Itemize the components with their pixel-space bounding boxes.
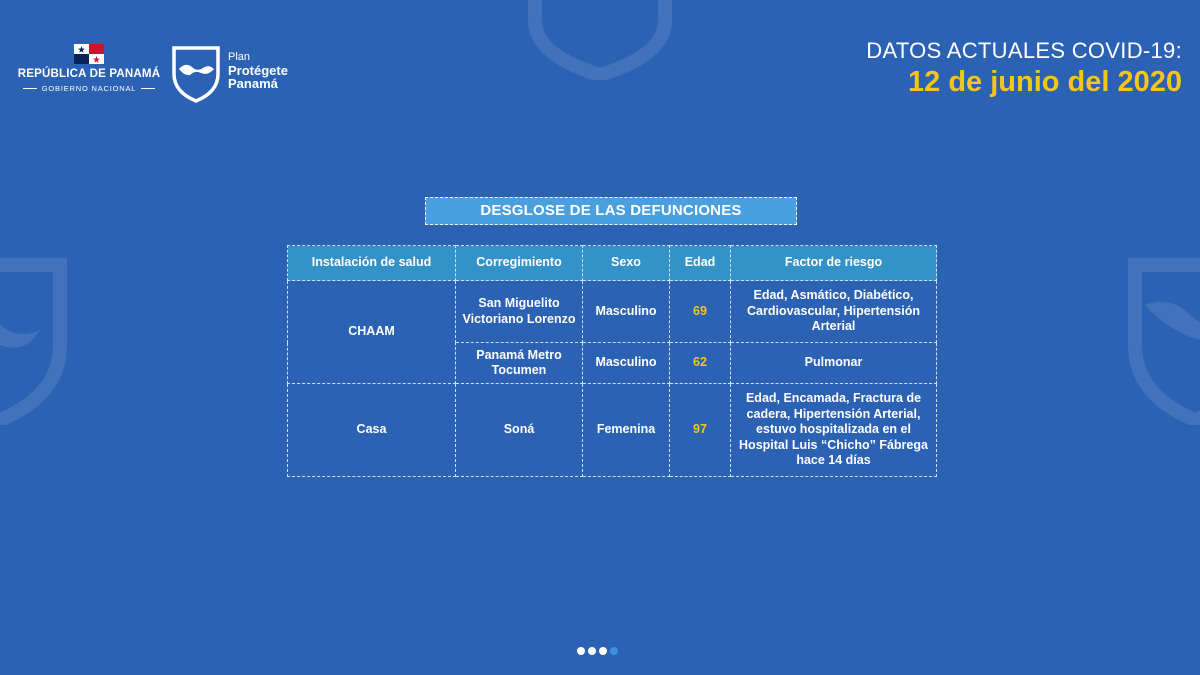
cell-age: 69	[670, 281, 731, 343]
table-header-row	[288, 246, 937, 281]
shield-map-icon	[170, 42, 222, 104]
cell-district: San Miguelito Victoriano Lorenzo	[456, 281, 583, 343]
plan-label: Plan	[228, 51, 251, 63]
pagination-dot-3[interactable]	[599, 647, 607, 655]
cell-facility: CHAAM	[288, 281, 456, 384]
cell-facility: Casa	[288, 384, 456, 477]
header-facility: Instalación de salud	[288, 246, 456, 281]
header-sex: Sexo	[583, 246, 670, 281]
date-header	[866, 38, 1182, 99]
date-header-line2: 12 de junio del 2020	[908, 66, 1182, 98]
plan-protegete-logo	[170, 42, 310, 106]
republica-logo	[14, 44, 164, 93]
header-risk: Factor de riesgo	[731, 246, 937, 281]
background-shield-right-icon	[1125, 245, 1200, 425]
protegete-label: Protégete	[228, 63, 288, 78]
cell-sex: Masculino	[583, 281, 670, 343]
header-district: Corregimiento	[456, 246, 583, 281]
background-shield-icon	[525, 0, 675, 80]
cell-risk: Pulmonar	[731, 343, 937, 384]
table-row	[288, 384, 937, 477]
date-header-line1: DATOS ACTUALES COVID-19:	[866, 38, 1182, 63]
government-label: GOBIERNO NACIONAL	[14, 84, 164, 93]
cell-district: Panamá Metro Tocumen	[456, 343, 583, 384]
pagination-dot-2[interactable]	[588, 647, 596, 655]
section-title: DESGLOSE DE LAS DEFUNCIONES	[425, 197, 797, 225]
pagination-dot-1[interactable]	[577, 647, 585, 655]
cell-sex: Masculino	[583, 343, 670, 384]
cell-district: Soná	[456, 384, 583, 477]
cell-sex: Femenina	[583, 384, 670, 477]
table-row	[288, 281, 937, 343]
cell-risk: Edad, Asmático, Diabético, Cardiovascular, Hipertensión Arterial	[731, 281, 937, 343]
pagination-dots	[577, 647, 618, 655]
panama-label: Panamá	[228, 76, 278, 91]
deaths-table	[287, 245, 937, 477]
cell-age: 62	[670, 343, 731, 384]
background-shield-left-icon	[0, 245, 70, 425]
panama-flag-icon	[74, 44, 104, 64]
cell-age: 97	[670, 384, 731, 477]
republic-name: REPÚBLICA DE PANAMÁ	[17, 68, 161, 80]
cell-risk: Edad, Encamada, Fractura de cadera, Hipertensión Arterial, estuvo hospitalizada en el Hospital Luis “Chicho” Fábrega hace 14 días	[731, 384, 937, 477]
header-age: Edad	[670, 246, 731, 281]
pagination-dot-4[interactable]	[610, 647, 618, 655]
